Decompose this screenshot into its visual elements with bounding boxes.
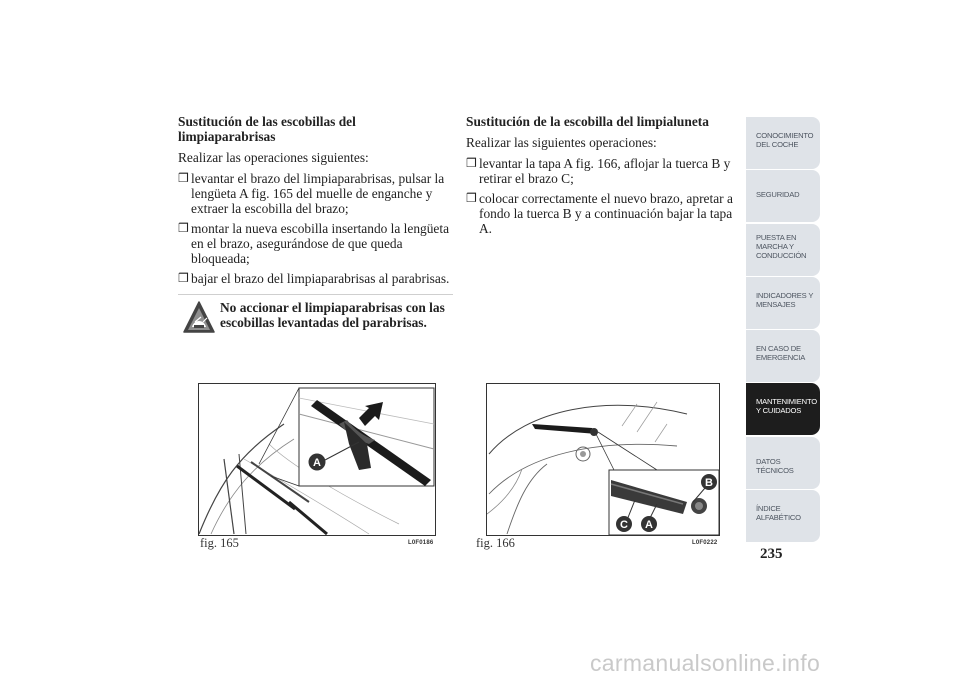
instructions-intro: Realizar las siguientes operaciones: — [466, 135, 657, 150]
page-number: 235 — [760, 546, 783, 562]
list-item: ❒ montar la nueva escobilla insertando la lengüeta en el brazo, asegurándose de que queda bloqueada; — [178, 221, 450, 266]
callout-label: B — [705, 477, 713, 489]
figure-165-windshield-wiper — [198, 383, 436, 536]
tab-indice-alfabetico[interactable]: ÍNDICE ALFABÉTICO — [746, 490, 820, 542]
list-item: ❒ bajar el brazo del limpiaparabrisas al parabrisas. — [178, 271, 450, 286]
list-item: ❒ levantar el brazo del limpiaparabrisas, pulsar la lengüeta A fig. 165 del muelle de enganche y extraer la escobilla del brazo; — [178, 171, 445, 216]
tab-datos-tecnicos[interactable]: DATOS TÉCNICOS — [746, 437, 820, 489]
figure-code: L0F0222 — [692, 540, 718, 546]
tab-puesta-en-marcha[interactable]: PUESTA EN MARCHA Y CONDUCCIÓN — [746, 224, 820, 276]
windshield-wiper-illustration — [199, 384, 435, 535]
left-column — [178, 114, 453, 291]
checkbox-bullet-icon: ❒ — [178, 271, 189, 285]
callout-label: A — [645, 519, 653, 531]
section-heading-windshield-wipers: Sustitución de las escobillas del limpiaparabrisas — [178, 114, 356, 144]
instructions-intro: Realizar las operaciones siguientes: — [178, 150, 369, 165]
warning-note — [178, 294, 453, 355]
instruction-list — [178, 171, 453, 286]
figure-caption: fig. 166 — [476, 536, 515, 550]
figure-code: L0F0186 — [408, 540, 434, 546]
list-item: ❒ levantar la tapa A fig. 166, aflojar la tuerca B y retirar el brazo C; — [466, 156, 731, 186]
warning-triangle-icon — [183, 301, 215, 335]
list-item: ❒ colocar correctamente el nuevo brazo, apretar a fondo la tuerca B y a continuación bajar la tapa A. — [466, 191, 733, 236]
section-heading-rear-wiper: Sustitución de la escobilla del limpialuneta — [466, 114, 709, 129]
tab-seguridad[interactable]: SEGURIDAD — [746, 170, 820, 222]
checkbox-bullet-icon: ❒ — [466, 156, 477, 170]
figure-caption: fig. 165 — [200, 536, 239, 550]
tab-en-caso-de-emergencia[interactable]: EN CASO DE EMERGENCIA — [746, 330, 820, 382]
callout-label: C — [620, 519, 628, 531]
tab-conocimiento-del-coche[interactable]: CONOCIMIENTO DEL COCHE — [746, 117, 820, 169]
checkbox-bullet-icon: ❒ — [466, 191, 477, 205]
checkbox-bullet-icon: ❒ — [178, 221, 189, 235]
right-column — [466, 114, 738, 241]
instruction-list — [466, 156, 738, 236]
watermark: carmanualsonline.info — [590, 650, 821, 676]
checkbox-bullet-icon: ❒ — [178, 171, 189, 185]
figure-166-rear-wiper — [486, 383, 720, 536]
chapter-tabs — [746, 117, 820, 543]
tab-indicadores-y-mensajes[interactable]: INDICADORES Y MENSAJES — [746, 277, 820, 329]
rear-wiper-illustration — [487, 384, 719, 535]
tab-mantenimiento-y-cuidados[interactable]: MANTENIMIENTO Y CUIDADOS — [746, 383, 820, 435]
callout-label: A — [313, 457, 321, 469]
warning-text: No accionar el limpiaparabrisas con las escobillas levantadas del parabrisas. — [220, 300, 445, 330]
